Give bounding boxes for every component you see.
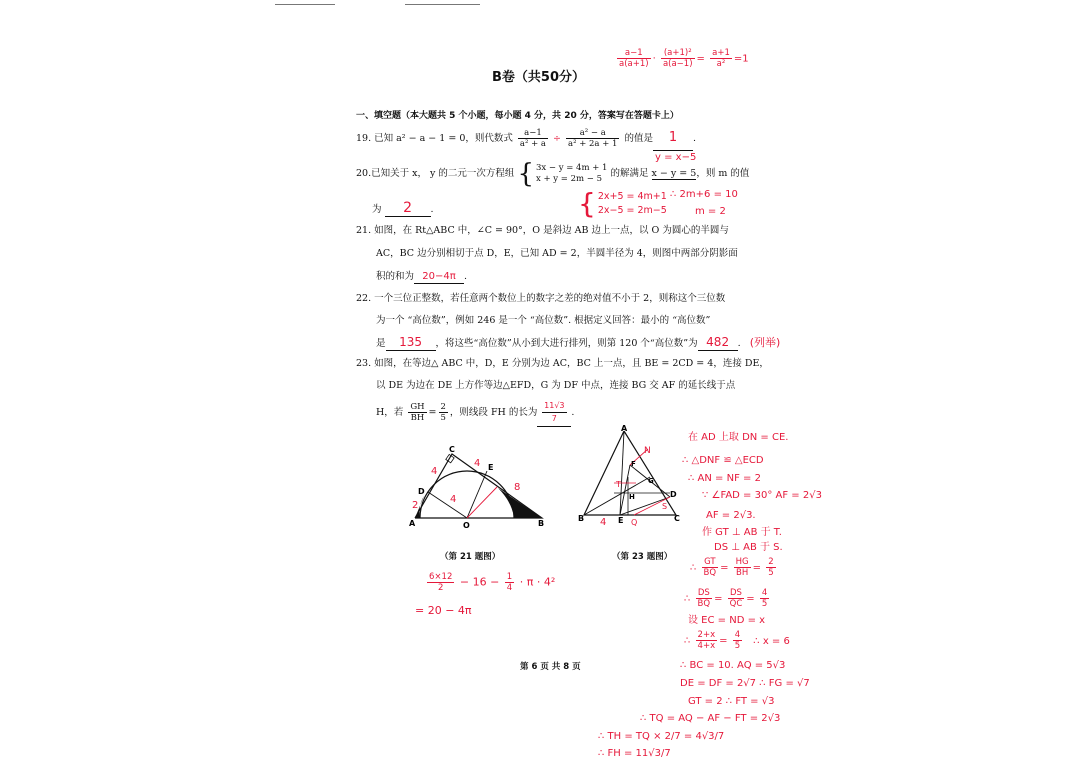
fig21-label-C: C	[449, 445, 455, 454]
hw-step-13: DE = DF = 2√7 ∴ FG = √7	[680, 678, 810, 689]
hw-step-6: 作 GT ⊥ AB 于 T.	[702, 527, 782, 538]
fig23-label-B: B	[578, 514, 585, 523]
question-20-line2: 为 2 .	[372, 200, 434, 216]
fig21-hw-2: 2	[412, 500, 419, 511]
fig23-label-F: F	[631, 460, 636, 468]
fig21-hw-4b: 4	[474, 458, 481, 469]
question-23-line2: 以 DE 为边在 DE 上方作等边△EFD，G 为 DF 中点，连接 BG 交 AF 的延长线于点	[376, 380, 736, 391]
fig21-label-A: A	[409, 519, 416, 528]
hw-step-17: ∴ FH = 11√3/7	[598, 748, 671, 759]
fig21-hw-4c: 4	[450, 494, 457, 505]
top-scan-line-right	[405, 4, 480, 5]
question-23-line1: 23. 如图，在等边△ ABC 中，D，E 分别为边 AC，BC 上一点，且 BE = 2CD = 4，连接 DE，	[356, 358, 769, 369]
fig23-label-E: E	[618, 516, 624, 525]
hw-step-2: ∴ △DNF ≌ △ECD	[682, 455, 764, 466]
hw-y-substitution: y = x−5	[655, 152, 697, 163]
answer-blank-19: 1	[653, 128, 693, 151]
fig23-hw-S: S	[662, 502, 668, 511]
question-21-line3: 积的和为 20−4π .	[376, 271, 468, 282]
fig23-label-G: G	[648, 477, 654, 485]
fig21-label-D: D	[418, 487, 425, 496]
fig23-label-H: H	[629, 493, 635, 501]
hw-deduce-2: m = 2	[695, 206, 726, 217]
hw-step-10: 设 EC = ND = x	[688, 615, 766, 626]
hw-step-14: GT = 2 ∴ FT = √3	[688, 696, 775, 707]
figure-21	[400, 440, 560, 535]
fig23-label-D: D	[670, 490, 677, 499]
fig23-hw-Q: Q	[631, 518, 638, 527]
fig21-hw-8: 8	[514, 482, 521, 493]
hw-step-9: ∴ $\frac{DS}{BQ}$ = $\frac{DS}{QC}$ = $\frac{4}{5}$	[684, 588, 768, 609]
hw-step-8: ∴ $\frac{GT}{BQ}$ = $\frac{HG}{BH}$ = $\frac{2}{5}$	[690, 557, 774, 578]
hw-step-5: AF = 2√3.	[706, 510, 756, 521]
fig21-label-O: O	[463, 521, 470, 530]
top-scan-line-left	[275, 4, 335, 5]
question-22-line2: 为一个 “高位数”，例如 246 是一个 “高位数”. 根据定义回答：最小的 “高位数”	[376, 315, 711, 326]
page-footer: 第 6 页 共 8 页	[520, 662, 581, 672]
section-heading: 一、填空题（本大题共 5 个小题，每小题 4 分，共 20 分，答案写在答题卡上）	[356, 111, 679, 121]
hw-step-4: ∵ ∠FAD = 30° AF = 2√3	[702, 490, 822, 501]
page-title: B卷（共50分）	[492, 70, 585, 85]
hw-calc-21-result: = 20 − 4π	[415, 604, 472, 617]
question-22-line1: 22. 一个三位正整数，若任意两个数位上的数字之差的绝对值不小于 2，则称这个三位数	[356, 293, 726, 304]
fig23-label-A: A	[621, 425, 628, 433]
question-21-line1: 21. 如图，在 Rt△ABC 中，∠C = 90°，O 是斜边 AB 边上一点，以 O 为圆心的半圆与	[356, 225, 729, 236]
hw-top-simplification: $\frac{a-1}{a(a+1)}$ · $\frac{\text{(a+1)²}}{a(a-1)}$ = $\frac{a+1}{\text{a²}}$ =1	[619, 48, 749, 69]
hw-step-3: ∴ AN = NF = 2	[688, 473, 761, 484]
hw-step-12: ∴ BC = 10. AQ = 5√3	[680, 660, 786, 671]
caption-figure-21: （第 21 题图）	[440, 552, 501, 562]
fig21-label-B: B	[538, 519, 545, 528]
hw-system-work: { 2x+5 = 4m+1 2x−5 = 2m−5	[578, 187, 667, 220]
fig21-semicircle	[420, 471, 514, 518]
hw-step-15: ∴ TQ = AQ − AF − FT = 2√3	[640, 713, 781, 724]
hw-deduce-1: ∴ 2m+6 = 10	[670, 189, 738, 200]
question-22-line3: 是 135 ，将这些“高位数”从小到大进行排列，则第 120 个“高位数”为 482 . (列举)	[376, 335, 781, 349]
fig21-label-E: E	[488, 463, 494, 472]
question-20: 20.已知关于 x， y 的二元一次方程组 { 3x − y = 4m + 1 x + y = 2m − 5 的解满足 x − y = 5，则 m 的值	[356, 158, 750, 189]
fig23-hw-N: N	[644, 446, 651, 456]
hw-step-1: 在 AD 上取 DN = CE.	[688, 432, 789, 443]
question-19: 19. 已知 a² − a − 1 = 0，则代数式 $\frac{a-1}{\text{a² + a}}$ ÷ $\frac{\text{a² − a}}{\text{a² + 2a + 1}}$ 的值是 1 .	[356, 128, 697, 149]
hw-step-7: DS ⊥ AB 于 S.	[714, 542, 783, 553]
hw-calc-21: $\frac{6\times 12}{2}$ − 16 − $\frac{1}{4}$ · π · 4²	[429, 572, 556, 593]
fig23-hw-4: 4	[600, 517, 607, 527]
fig23-label-C: C	[674, 514, 680, 523]
fig21-hw-4a: 4	[431, 466, 438, 477]
question-21-line2: AC，BC 边分别相切于点 D，E，已知 AD = 2，半圆半径为 4，则图中两部分阴影面	[376, 248, 738, 259]
fig23-hw-T: T	[616, 480, 621, 489]
hw-step-11: ∴ $\frac{2+x}{4+x}$ = $\frac{4}{5}$ ∴ x = 6	[684, 630, 790, 651]
figure-23	[576, 425, 686, 527]
caption-figure-23: （第 23 题图）	[612, 552, 673, 562]
hw-step-16: ∴ TH = TQ × 2/7 = 4√3/7	[598, 731, 725, 742]
question-23-line3: H，若 $\frac{GH}{BH}$ = $\frac{2}{5}$ ，则线段 FH 的长为 $\frac{11√3}{7}$ .	[376, 400, 574, 427]
